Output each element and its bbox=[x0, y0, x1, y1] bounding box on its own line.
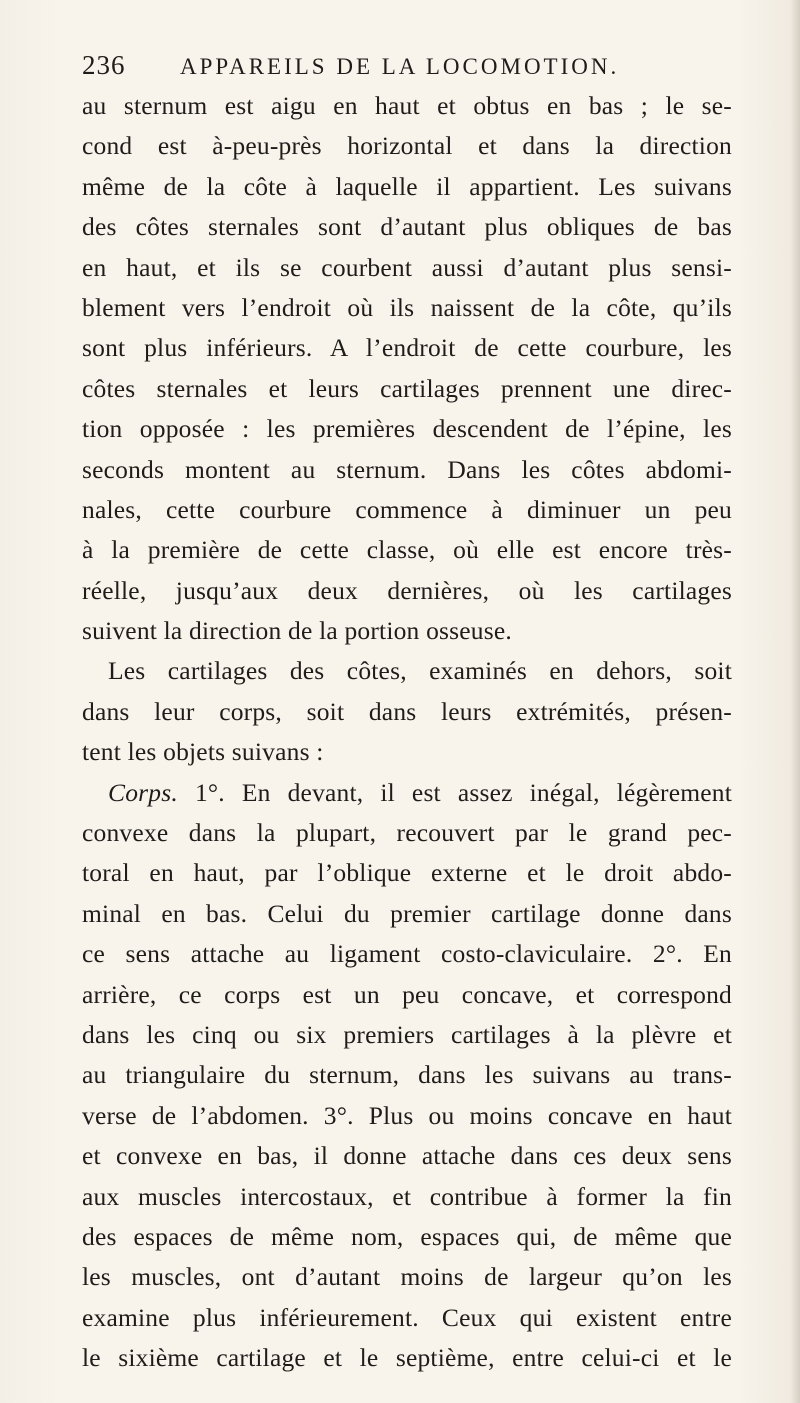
text-line: même de la côte à laquelle il appartient. Les suivans bbox=[82, 171, 732, 201]
text-line bbox=[82, 773, 732, 813]
text-line: dans leur corps, soit dans leurs extrémités, présen- bbox=[82, 696, 732, 726]
text-line: au triangulaire du sternum, dans les suivans au trans- bbox=[82, 1060, 732, 1090]
text-line: suivent la direction de la portion osseuse. bbox=[82, 616, 512, 646]
text-line: à la première de cette classe, où elle est encore très- bbox=[82, 535, 732, 565]
page-edge-shadow bbox=[790, 0, 800, 1403]
text-line: au sternum est aigu en haut et obtus en bas ; le se- bbox=[82, 91, 732, 120]
text-line: sont plus inférieurs. A l’endroit de cette courbure, les bbox=[82, 333, 732, 363]
text-line: aux muscles intercostaux, et contribue à former la fin bbox=[82, 1181, 732, 1211]
text-line: toral en haut, par l’oblique externe et le droit abdo- bbox=[82, 858, 732, 888]
text-line: nales, cette courbure commence à diminuer un peu bbox=[82, 494, 732, 524]
page-number: 236 bbox=[82, 50, 126, 80]
body-text bbox=[82, 86, 732, 1379]
text-line: seconds montent au sternum. Dans les côtes abdomi- bbox=[82, 454, 732, 484]
text-line: cond est à-peu-près horizontal et dans la direction bbox=[82, 131, 732, 161]
text-line: des côtes sternales sont d’autant plus obliques de bas bbox=[82, 212, 732, 242]
section-heading-corps: Corps. bbox=[108, 777, 178, 807]
running-head: APPAREILS DE LA LOCOMOTION. bbox=[180, 54, 620, 79]
text-line: le sixième cartilage et le septième, entre celui-ci et le bbox=[82, 1343, 732, 1373]
text-line: côtes sternales et leurs cartilages prennent une direc- bbox=[82, 373, 732, 403]
text-line: dans les cinq ou six premiers cartilages à la plèvre et bbox=[82, 1019, 732, 1049]
text-line: réelle, jusqu’aux deux dernières, où les cartilages bbox=[82, 575, 732, 605]
text-line: examine plus inférieurement. Ceux qui existent entre bbox=[82, 1302, 732, 1332]
text-line: blement vers l’endroit où ils naissent de la côte, qu’ils bbox=[82, 292, 732, 322]
text-line: verse de l’abdomen. 3°. Plus ou moins concave en haut bbox=[82, 1100, 732, 1130]
text-line: arrière, ce corps est un peu concave, et correspond bbox=[82, 979, 732, 1009]
text-line: les muscles, ont d’autant moins de largeur qu’on les bbox=[82, 1262, 732, 1292]
text-line: des espaces de même nom, espaces qui, de même que bbox=[82, 1221, 732, 1251]
page-header bbox=[82, 50, 722, 90]
text-line: tent les objets suivans : bbox=[82, 737, 324, 767]
text-line: tion opposée : les premières descendent de l’épine, les bbox=[82, 414, 732, 444]
text-line: et convexe en bas, il donne attache dans ces deux sens bbox=[82, 1141, 732, 1171]
text-line: convexe dans la plupart, recouvert par le grand pec- bbox=[82, 818, 732, 848]
text-line: ce sens attache au ligament costo-claviculaire. 2°. En bbox=[82, 939, 732, 969]
text-line: Les cartilages des côtes, examinés en dehors, soit bbox=[108, 656, 732, 686]
text-line: en haut, et ils se courbent aussi d’autant plus sensi- bbox=[82, 252, 732, 282]
text-line: minal en bas. Celui du premier cartilage donne dans bbox=[82, 898, 732, 928]
text-line-rest: 1°. En devant, il est assez inégal, légèrement bbox=[194, 777, 732, 807]
